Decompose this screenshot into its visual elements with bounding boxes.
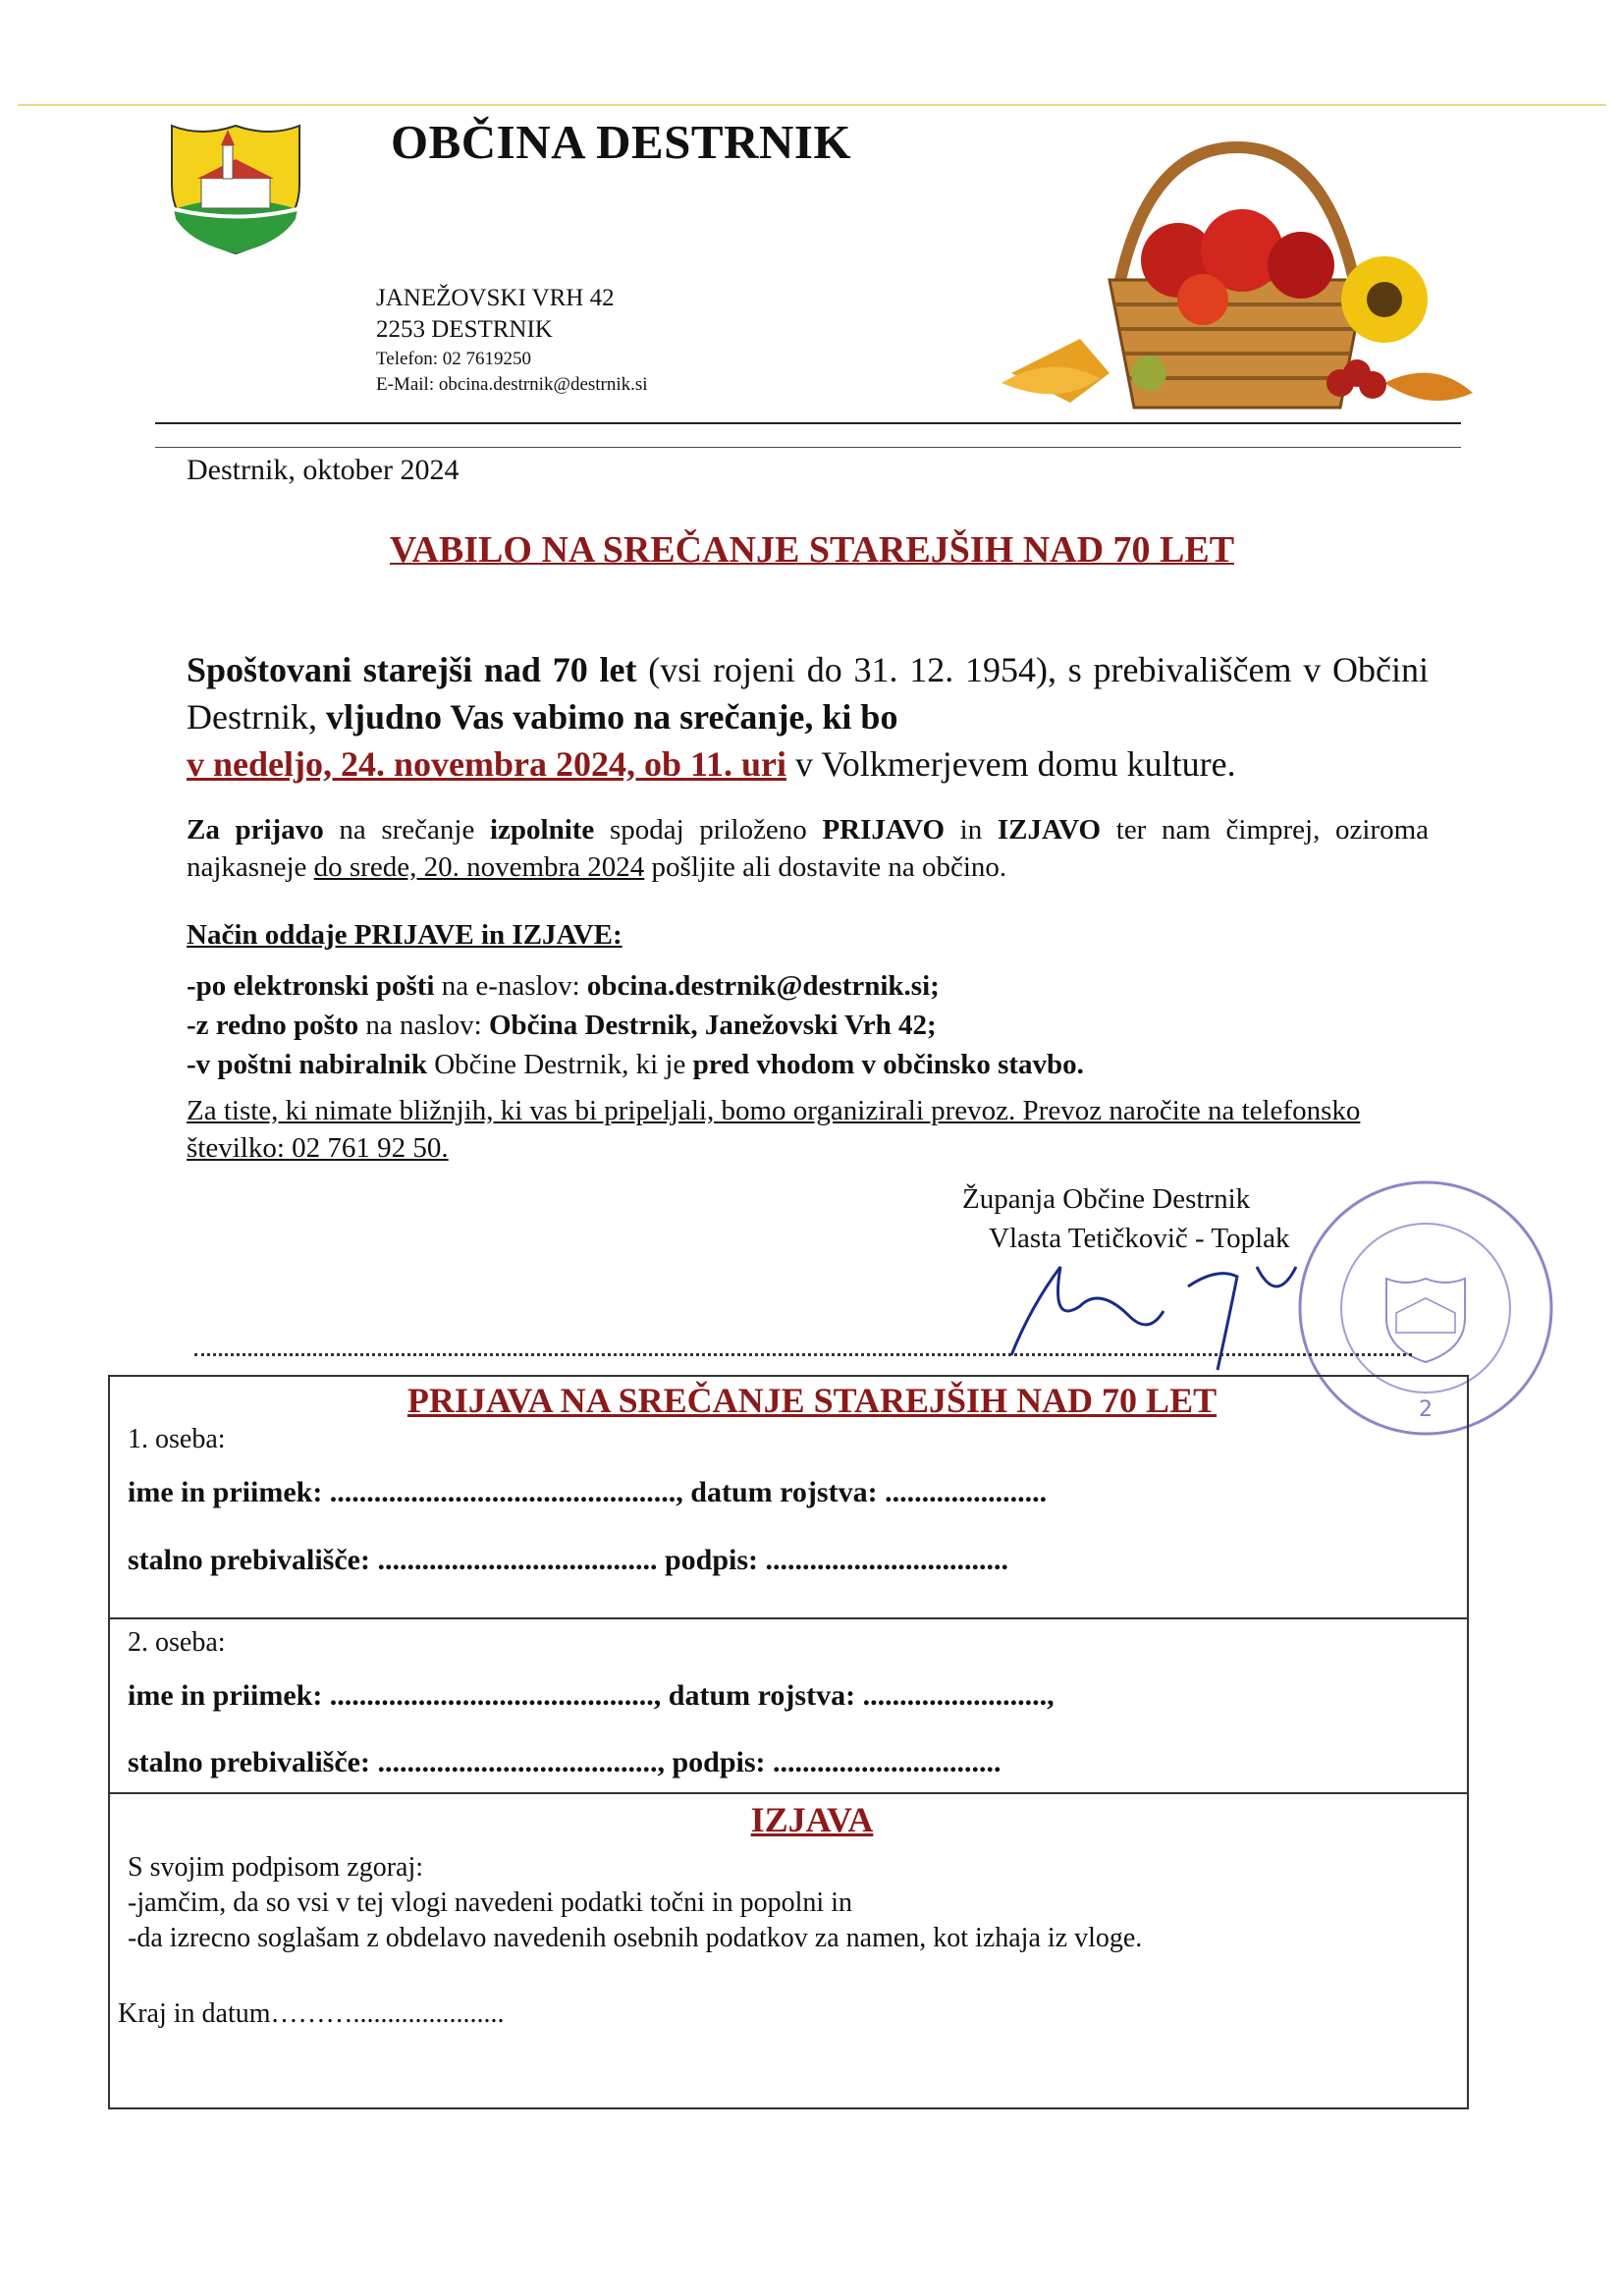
person2-label: 2. oseba: xyxy=(128,1627,226,1658)
declaration-line2: -da izrecno soglašam z obdelavo navedenih osebnih podatkov za namen, kot izhaja iz vloge. xyxy=(128,1923,1143,1953)
person2-residence-signature-field[interactable]: stalno prebivališče: ......................................, podpis: ............................... xyxy=(128,1746,1001,1778)
registration-form-title: PRIJAVA NA SREČANJE STAREJŠIH NAD 70 LET xyxy=(406,1381,1218,1420)
declaration-title: IZJAVA xyxy=(750,1800,874,1839)
method-mailbox: -v poštni nabiralnik Občine Destrnik, ki je pred vhodom v občinsko stavbo. xyxy=(187,1049,1084,1080)
declaration-line1: -jamčim, da so vsi v tej vlogi navedeni podatki točni in popolni in xyxy=(128,1887,852,1918)
top-rule xyxy=(18,104,1606,106)
address-city: 2253 DESTRNIK xyxy=(376,316,553,343)
invitation-title: VABILO NA SREČANJE STAREJŠIH NAD 70 LET xyxy=(389,529,1235,571)
mayor-name: Vlasta Tetičkovič - Toplak xyxy=(989,1223,1290,1254)
document-date: Destrnik, oktober 2024 xyxy=(187,454,460,486)
header-divider xyxy=(155,422,1461,424)
method-post: -z redno pošto na naslov: Občina Destrnik, Janežovski Vrh 42; xyxy=(187,1010,937,1041)
method-email: -po elektronski pošti na e-naslov: obcina.destrnik@destrnik.si; xyxy=(187,970,940,1002)
mayor-title: Županja Občine Destrnik xyxy=(962,1183,1251,1215)
place-date-field[interactable]: Kraj in datum………...................... xyxy=(118,1998,505,2029)
event-date: v nedeljo, 24. novembra 2024, ob 11. uri xyxy=(187,744,787,784)
declaration-intro: S svojim podpisom zgoraj: xyxy=(128,1852,423,1883)
municipality-name: OBČINA DESTRNIK xyxy=(391,115,852,169)
phone-line: Telefon: 02 7619250 xyxy=(376,349,532,369)
invitation-paragraph: Spoštovani starejši nad 70 let (vsi rojeni do 31. 12. 1954), s prebivališčem v Občini Destrnik, vljudno Vas vabimo na srečanje, ki bo v nedeljo, 24. novembra 2024, ob 11. uri v Volkmerjevem domu kulture. xyxy=(187,650,1429,784)
person1-label: 1. oseba: xyxy=(128,1424,226,1454)
stamp-number: 2 xyxy=(1419,1397,1433,1422)
person1-name-dob-field[interactable]: ime in priimek: ..............................................., datum rojstva: ...................... xyxy=(128,1476,1048,1508)
person1-residence-signature-field[interactable]: stalno prebivališče: ...................................... podpis: ................................. xyxy=(128,1544,1008,1576)
transport-note: Za tiste, ki nimate bližnjih, ki vas bi pripeljali, bomo organizirali prevoz. Prevoz naročite na telefonsko številko: 02 761 92 50. xyxy=(187,1095,1361,1164)
address-street: JANEŽOVSKI VRH 42 xyxy=(376,285,615,311)
registration-paragraph: Za prijavo na srečanje izpolnite spodaj priloženo PRIJAVO in IZJAVO ter nam čimprej, oziroma najkasneje do srede, 20. novembra 2024 pošljite ali dostavite na občino. xyxy=(187,814,1430,883)
autumn-basket-image xyxy=(992,128,1478,437)
header-divider-thin xyxy=(155,447,1461,448)
email-line: E-Mail: obcina.destrnik@destrnik.si xyxy=(376,374,648,395)
person2-name-dob-field[interactable]: ime in priimek: ............................................, datum rojstva: ........................., xyxy=(128,1679,1055,1712)
cut-line xyxy=(194,1353,1412,1356)
submission-methods-heading: Način oddaje PRIJAVE in IZJAVE: xyxy=(187,919,623,951)
submission-methods-list xyxy=(187,966,1084,1084)
municipal-crest-icon xyxy=(162,116,309,258)
